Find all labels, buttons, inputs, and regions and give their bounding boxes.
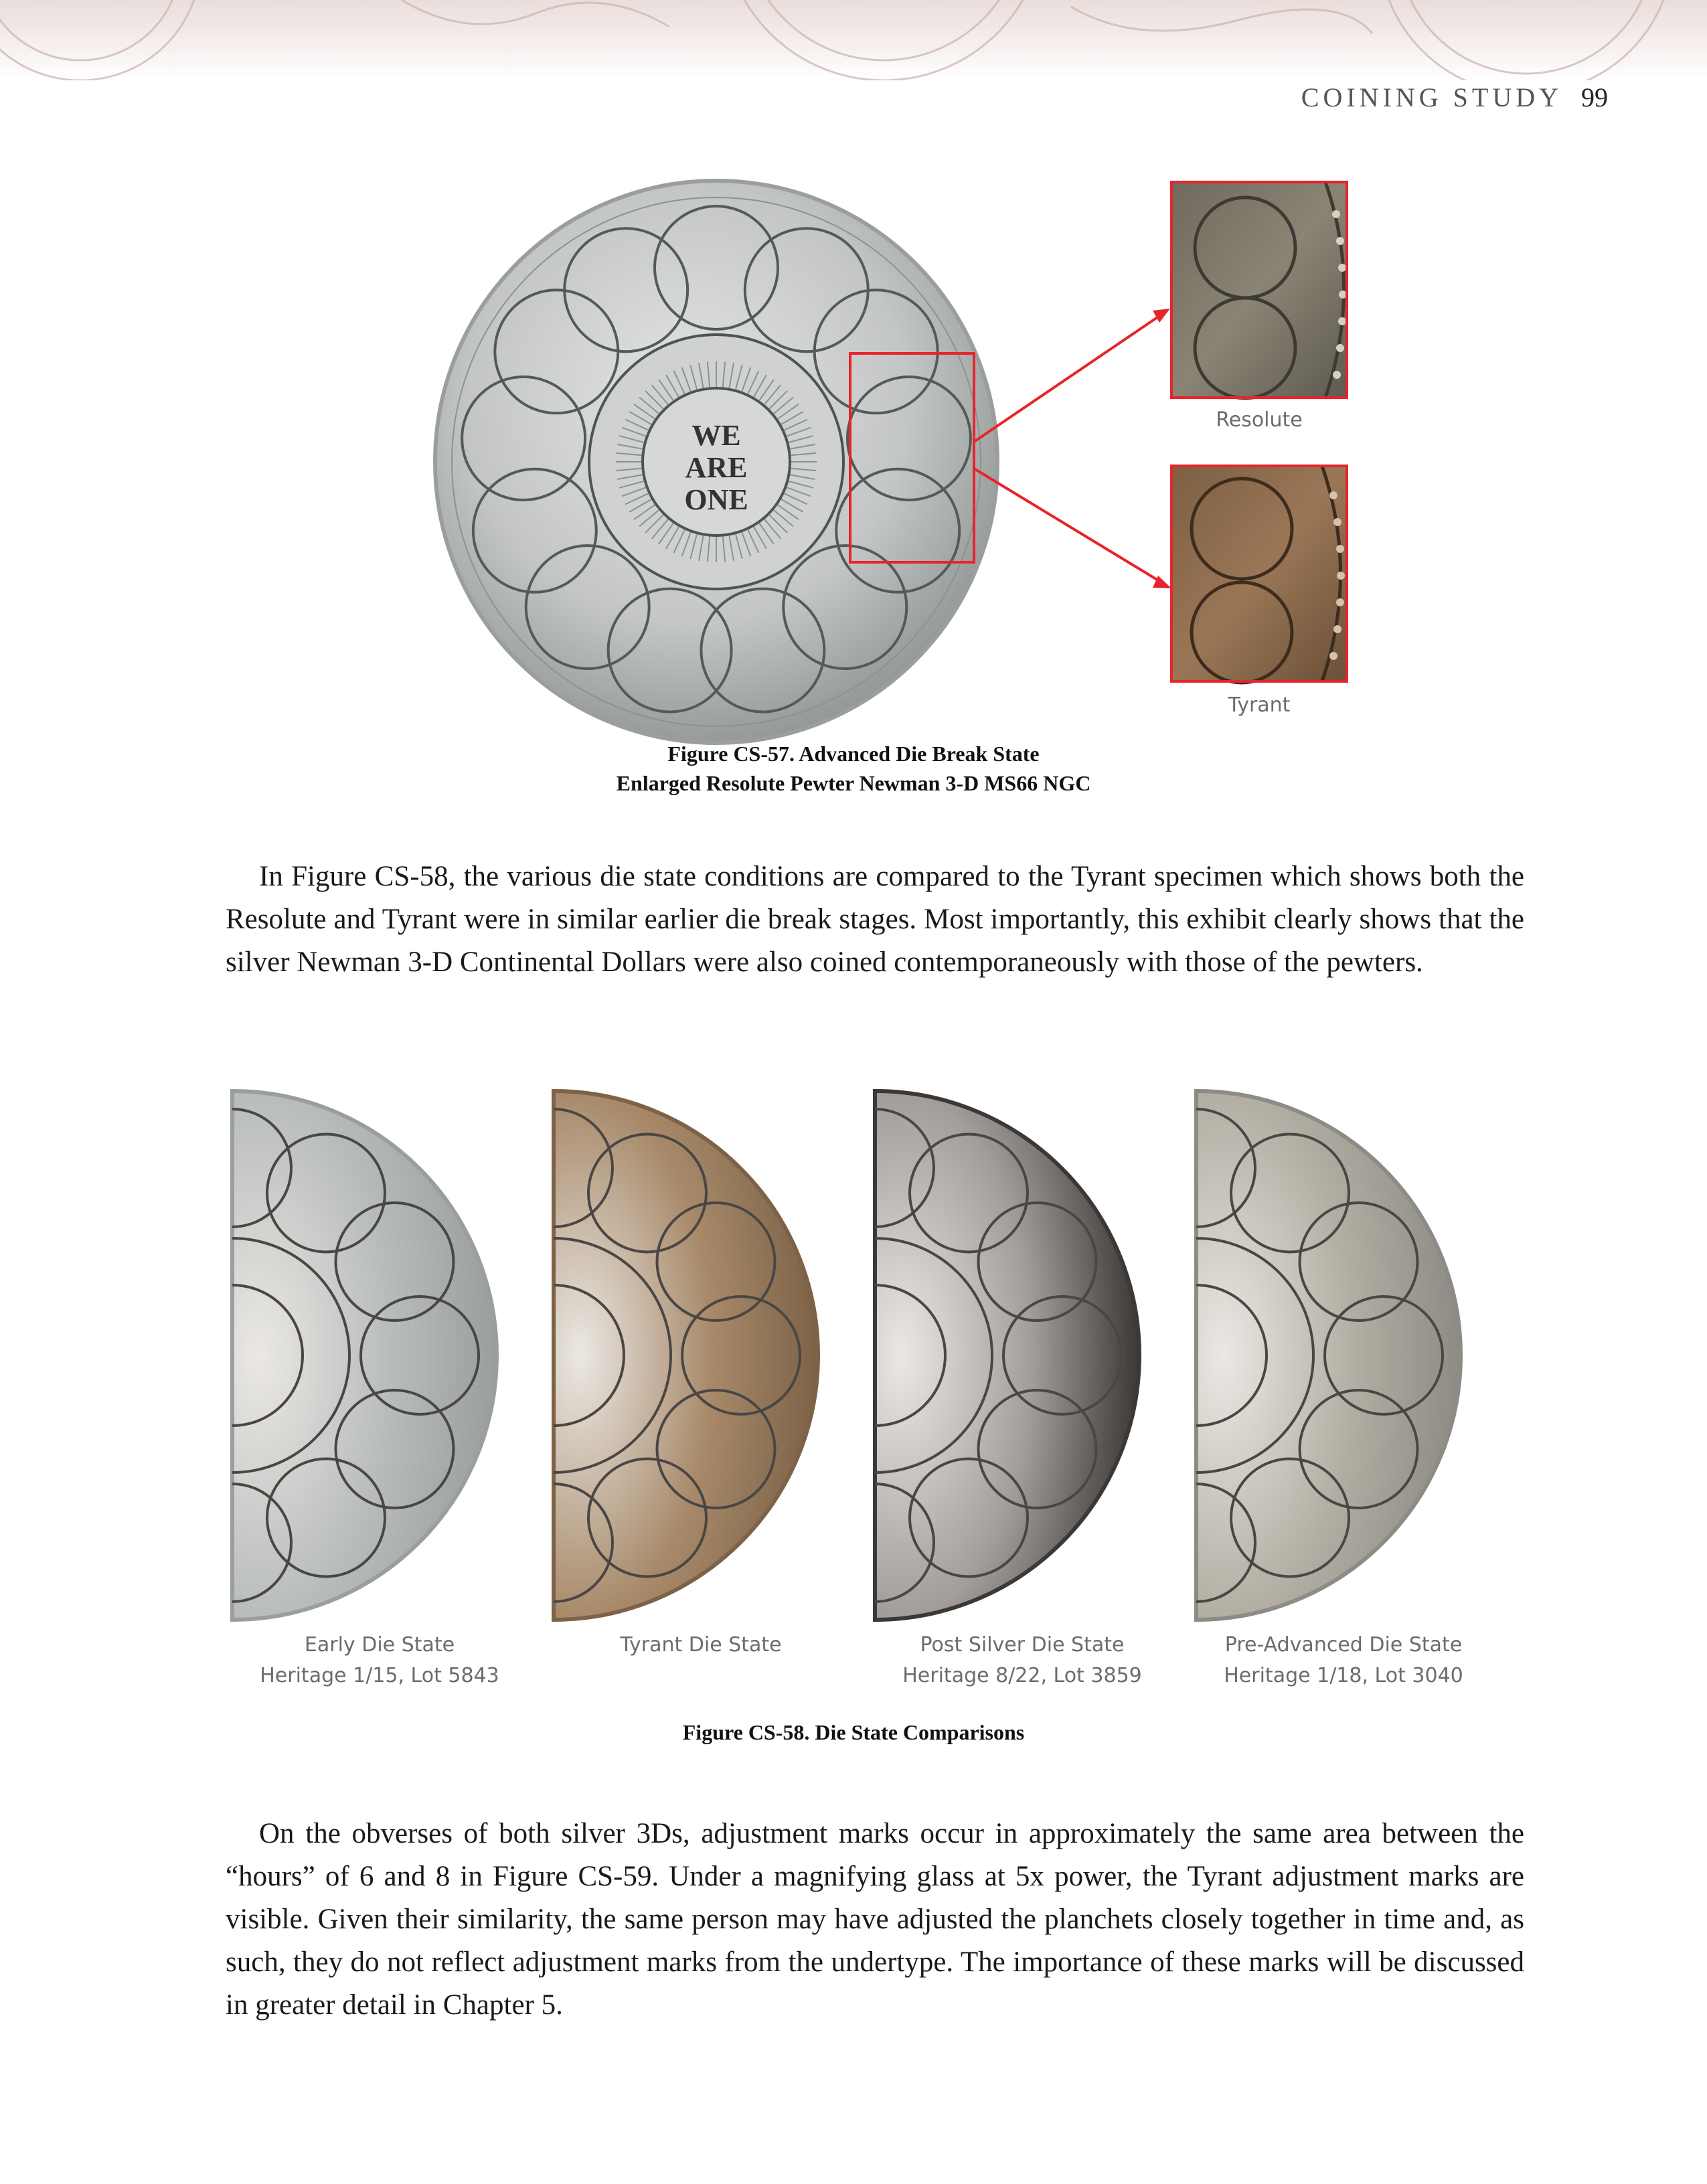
inset-label-tyrant: Tyrant (1228, 693, 1291, 717)
die-state-label-3: Post Silver Die State (920, 1633, 1125, 1657)
inset-resolute-image (1171, 182, 1347, 398)
die-state-label-2: Tyrant Die State (620, 1633, 782, 1657)
paragraph-1-text: In Figure CS-58, the various die state conditions are compared to the Tyrant specimen which shows both the Resolute and Tyrant were in similar earlier die break stages. Most importantly, this exhibit clearly shows that the silver Newman 3-D Continental Dollars were also coined contemporaneously with those of the pewters. (226, 861, 1524, 978)
header-banner (0, 0, 1707, 80)
arrow-to-resolute (974, 315, 1161, 442)
arrow-to-tyrant (974, 469, 1161, 582)
arrow-head-resolute-icon (1153, 309, 1170, 323)
coin-center-we: WE (692, 419, 741, 452)
paragraph-2-text: On the obverses of both silver 3Ds, adjustment marks occur in approximately the same area between the “hours” of 6 and 8 in Figure CS-59. Under a magnifying glass at 5x power, the Tyrant adjustment marks are visible. Given their similarity, the same person may have adjusted the planchets closely together in time and, as such, they do not reflect adjustment marks from the undertype. The importance of these marks will be discussed in greater detail in Chapter 5. (226, 1818, 1524, 2021)
figure57-caption-line1: Figure CS-57. Advanced Die Break State (667, 742, 1040, 766)
body-paragraph-1 (226, 855, 1524, 984)
die-state-source-3: Heritage 8/22, Lot 3859 (902, 1664, 1142, 1687)
coin-center-one: ONE (684, 483, 748, 516)
body-paragraph-2 (226, 1813, 1524, 2027)
figure-cs57 (428, 174, 1352, 750)
die-state-source-1: Heritage 1/15, Lot 5843 (260, 1664, 499, 1687)
die-state-label-4: Pre-Advanced Die State (1224, 1633, 1463, 1657)
inset-tyrant-image (1171, 466, 1347, 683)
die-state-source-4: Heritage 1/18, Lot 3040 (1224, 1664, 1463, 1687)
running-head (1301, 82, 1608, 113)
banner-watermark-icon (0, 0, 1707, 80)
inset-label-resolute: Resolute (1216, 408, 1303, 432)
main-coin-image (435, 181, 997, 743)
figure57-caption-line2: Enlarged Resolute Pewter Newman 3-D MS66 NGC (616, 771, 1091, 795)
figure58-caption: Figure CS-58. Die State Comparisons (682, 1720, 1025, 1744)
running-title: COINING STUDY (1301, 82, 1562, 112)
page-number: 99 (1581, 82, 1608, 112)
figure-cs58 (226, 1084, 1511, 1626)
die-state-coin-1 (226, 1091, 497, 1620)
die-state-label-1: Early Die State (304, 1633, 455, 1657)
coin-center-are: ARE (685, 451, 748, 484)
